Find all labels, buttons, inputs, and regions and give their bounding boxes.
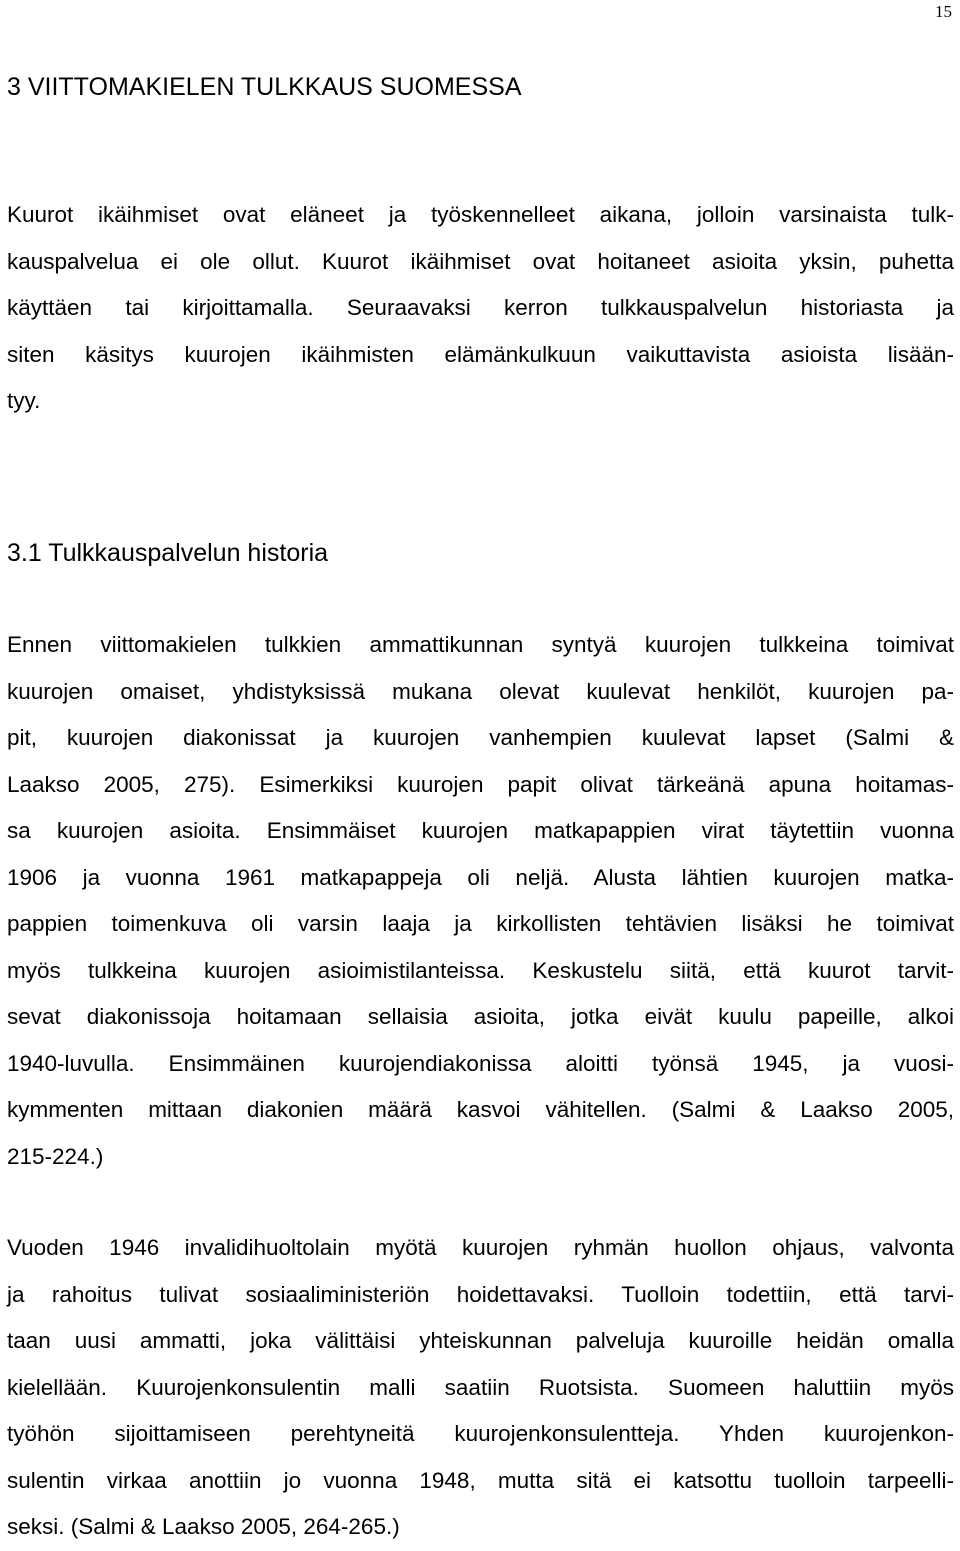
page-number: 15 bbox=[935, 2, 952, 21]
text-line: Ennen viittomakielen tulkkien ammattikunnan syntyä kuurojen tulkkeina toimivat bbox=[7, 632, 954, 657]
text-line: taan uusi ammatti, joka välittäisi yhteiskunnan palveluja kuuroille heidän omalla bbox=[7, 1328, 954, 1353]
text-line: pappien toimenkuva oli varsin laaja ja kirkollisten tehtävien lisäksi he toimivat bbox=[7, 911, 954, 936]
text-line: työhön sijoittamiseen perehtyneitä kuurojenkonsulentteja. Yhden kuurojenkon- bbox=[7, 1421, 954, 1446]
text-line: kielellään. Kuurojenkonsulentin malli saatiin Ruotsista. Suomeen haluttiin myös bbox=[7, 1374, 954, 1400]
text-line: 1940-luvulla. Ensimmäinen kuurojendiakonissa aloitti työnsä 1945, ja vuosi- bbox=[7, 1050, 954, 1076]
text-line: käyttäen tai kirjoittamalla. Seuraavaksi kerron tulkkauspalvelun historiasta ja bbox=[7, 295, 954, 320]
text-line: sevat diakonissoja hoitamaan sellaisia asioita, jotka eivät kuulu papeille, alkoi bbox=[7, 1004, 954, 1029]
section-heading: 3.1 Tulkkauspalvelun historia bbox=[7, 539, 329, 567]
act-paragraph bbox=[7, 1225, 954, 1551]
text-line: kymmenten mittaan diakonien määrä kasvoi vähitellen. (Salmi & Laakso 2005, bbox=[7, 1097, 954, 1122]
chapter-heading: 3 VIITTOMAKIELEN TULKKAUS SUOMESSA bbox=[7, 73, 522, 101]
text-line: pit, kuurojen diakonissat ja kuurojen vanhempien kuulevat lapset (Salmi & bbox=[7, 725, 954, 750]
text-line: siten käsitys kuurojen ikäihmisten elämänkulkuun vaikuttavista asioista lisään- bbox=[7, 341, 954, 367]
text-line: Vuoden 1946 invalidihuoltolain myötä kuurojen ryhmän huollon ohjaus, valvonta bbox=[7, 1235, 954, 1260]
text-line: kauspalvelua ei ole ollut. Kuurot ikäihmiset ovat hoitaneet asioita yksin, puhetta bbox=[7, 248, 954, 274]
text-line: seksi. (Salmi & Laakso 2005, 264-265.) bbox=[7, 1514, 400, 1539]
text-line: 1906 ja vuonna 1961 matkapappeja oli neljä. Alusta lähtien kuurojen matka- bbox=[7, 864, 954, 890]
text-line: Laakso 2005, 275). Esimerkiksi kuurojen papit olivat tärkeänä apuna hoitamas- bbox=[7, 771, 954, 797]
text-line: myös tulkkeina kuurojen asioimistilanteissa. Keskustelu siitä, että kuurot tarvit- bbox=[7, 957, 954, 983]
text-line: sulentin virkaa anottiin jo vuonna 1948, mutta sitä ei katsottu tuolloin tarpeelli- bbox=[7, 1467, 954, 1493]
intro-paragraph bbox=[7, 192, 954, 425]
text-line: tyy. bbox=[7, 388, 41, 413]
history-paragraph bbox=[7, 622, 954, 1180]
text-line: Kuurot ikäihmiset ovat eläneet ja työskennelleet aikana, jolloin varsinaista tulk- bbox=[7, 202, 954, 227]
text-line: ja rahoitus tulivat sosiaaliministeriön hoidettavaksi. Tuolloin todettiin, että tarvi- bbox=[7, 1281, 954, 1307]
text-line: kuurojen omaiset, yhdistyksissä mukana olevat kuulevat henkilöt, kuurojen pa- bbox=[7, 678, 954, 704]
text-line: 215-224.) bbox=[7, 1143, 104, 1169]
text-line: sa kuurojen asioita. Ensimmäiset kuurojen matkapappien virat täytettiin vuonna bbox=[7, 818, 954, 843]
